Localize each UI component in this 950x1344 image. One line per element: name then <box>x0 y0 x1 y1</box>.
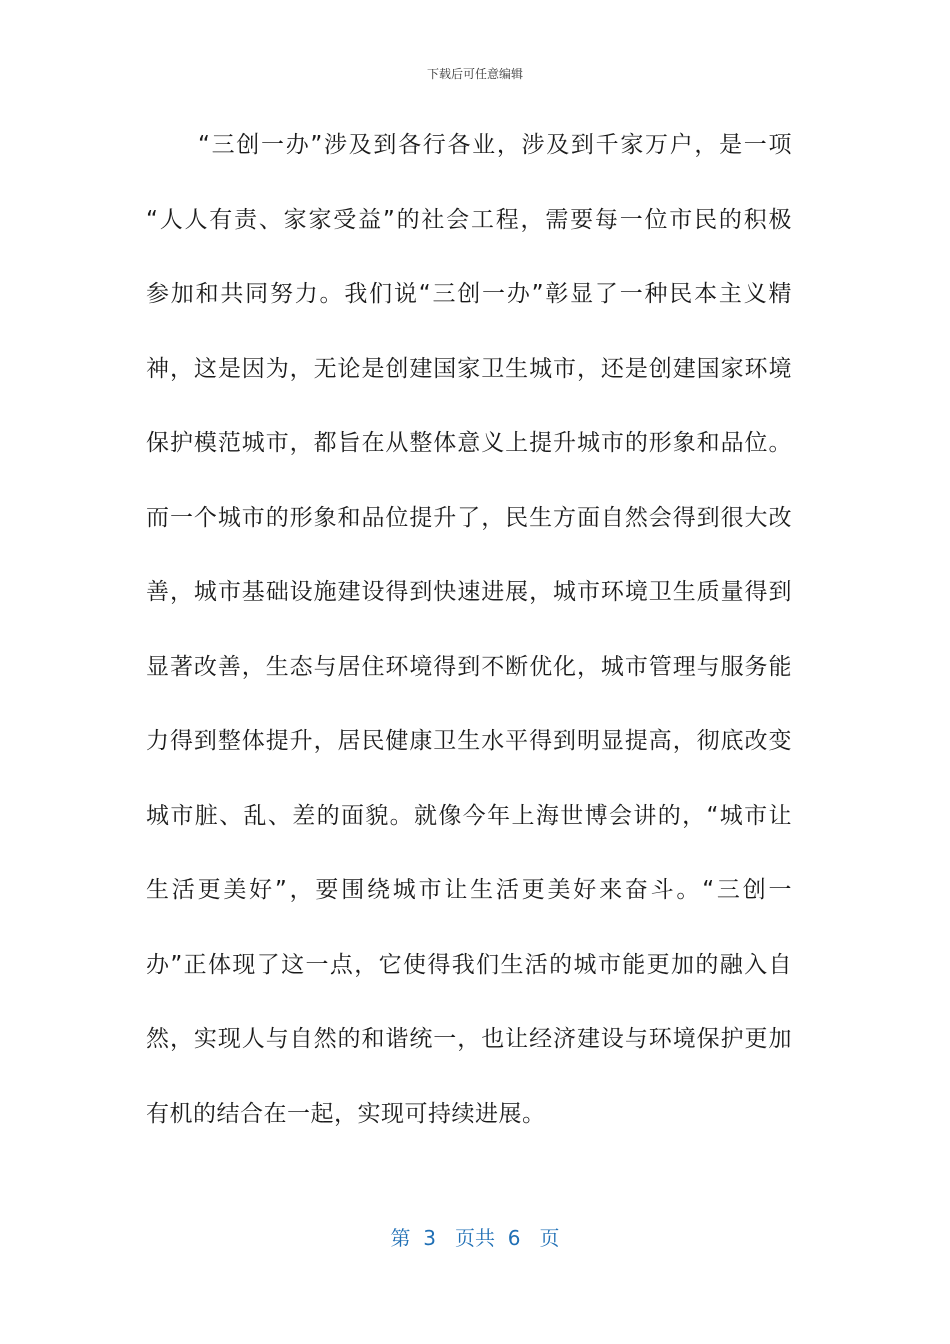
paragraph-line: 办”正体现了这一点，它使得我们生活的城市能更加的融入自 <box>146 951 792 978</box>
body-paragraph <box>146 125 792 1168</box>
paragraph-line: “人人有责、家家受益”的社会工程，需要每一位市民的积极 <box>146 206 792 233</box>
paragraph-line: 保护模范城市，都旨在从整体意义上提升城市的形象和品位。 <box>146 430 792 456</box>
paragraph-line: 善，城市基础设施建设得到快速进展，城市环境卫生质量得到 <box>146 579 792 605</box>
paragraph-line: 神，这是因为，无论是创建国家卫生城市，还是创建国家环境 <box>146 355 792 382</box>
header-note: 下载后可任意编辑 <box>426 67 523 81</box>
paragraph-line: 生活更美好”，要围绕城市让生活更美好来奋斗。“三创一 <box>146 877 792 903</box>
paragraph-line: 显著改善，生态与居住环境得到不断优化，城市管理与服务能 <box>146 653 792 680</box>
paragraph-line: 有机的结合在一起，实现可持续进展。 <box>146 1100 546 1127</box>
paragraph-line: 然，实现人与自然的和谐统一，也让经济建设与环境保护更加 <box>146 1026 792 1052</box>
paragraph-line: 参加和共同努力。我们说“三创一办”彰显了一种民本主义精 <box>146 281 792 307</box>
paragraph-line: 而一个城市的形象和品位提升了，民生方面自然会得到很大改 <box>146 504 792 531</box>
paragraph-line: 城市脏、乱、差的面貌。就像今年上海世博会讲的，“城市让 <box>146 802 792 829</box>
paragraph-line: “三创一办”涉及到各行各业，涉及到千家万户，是一项 <box>198 132 792 158</box>
page-number-footer: 第 3 页共 6 页 <box>390 1226 560 1250</box>
paragraph-line: 力得到整体提升，居民健康卫生水平得到明显提高，彻底改变 <box>146 728 792 754</box>
